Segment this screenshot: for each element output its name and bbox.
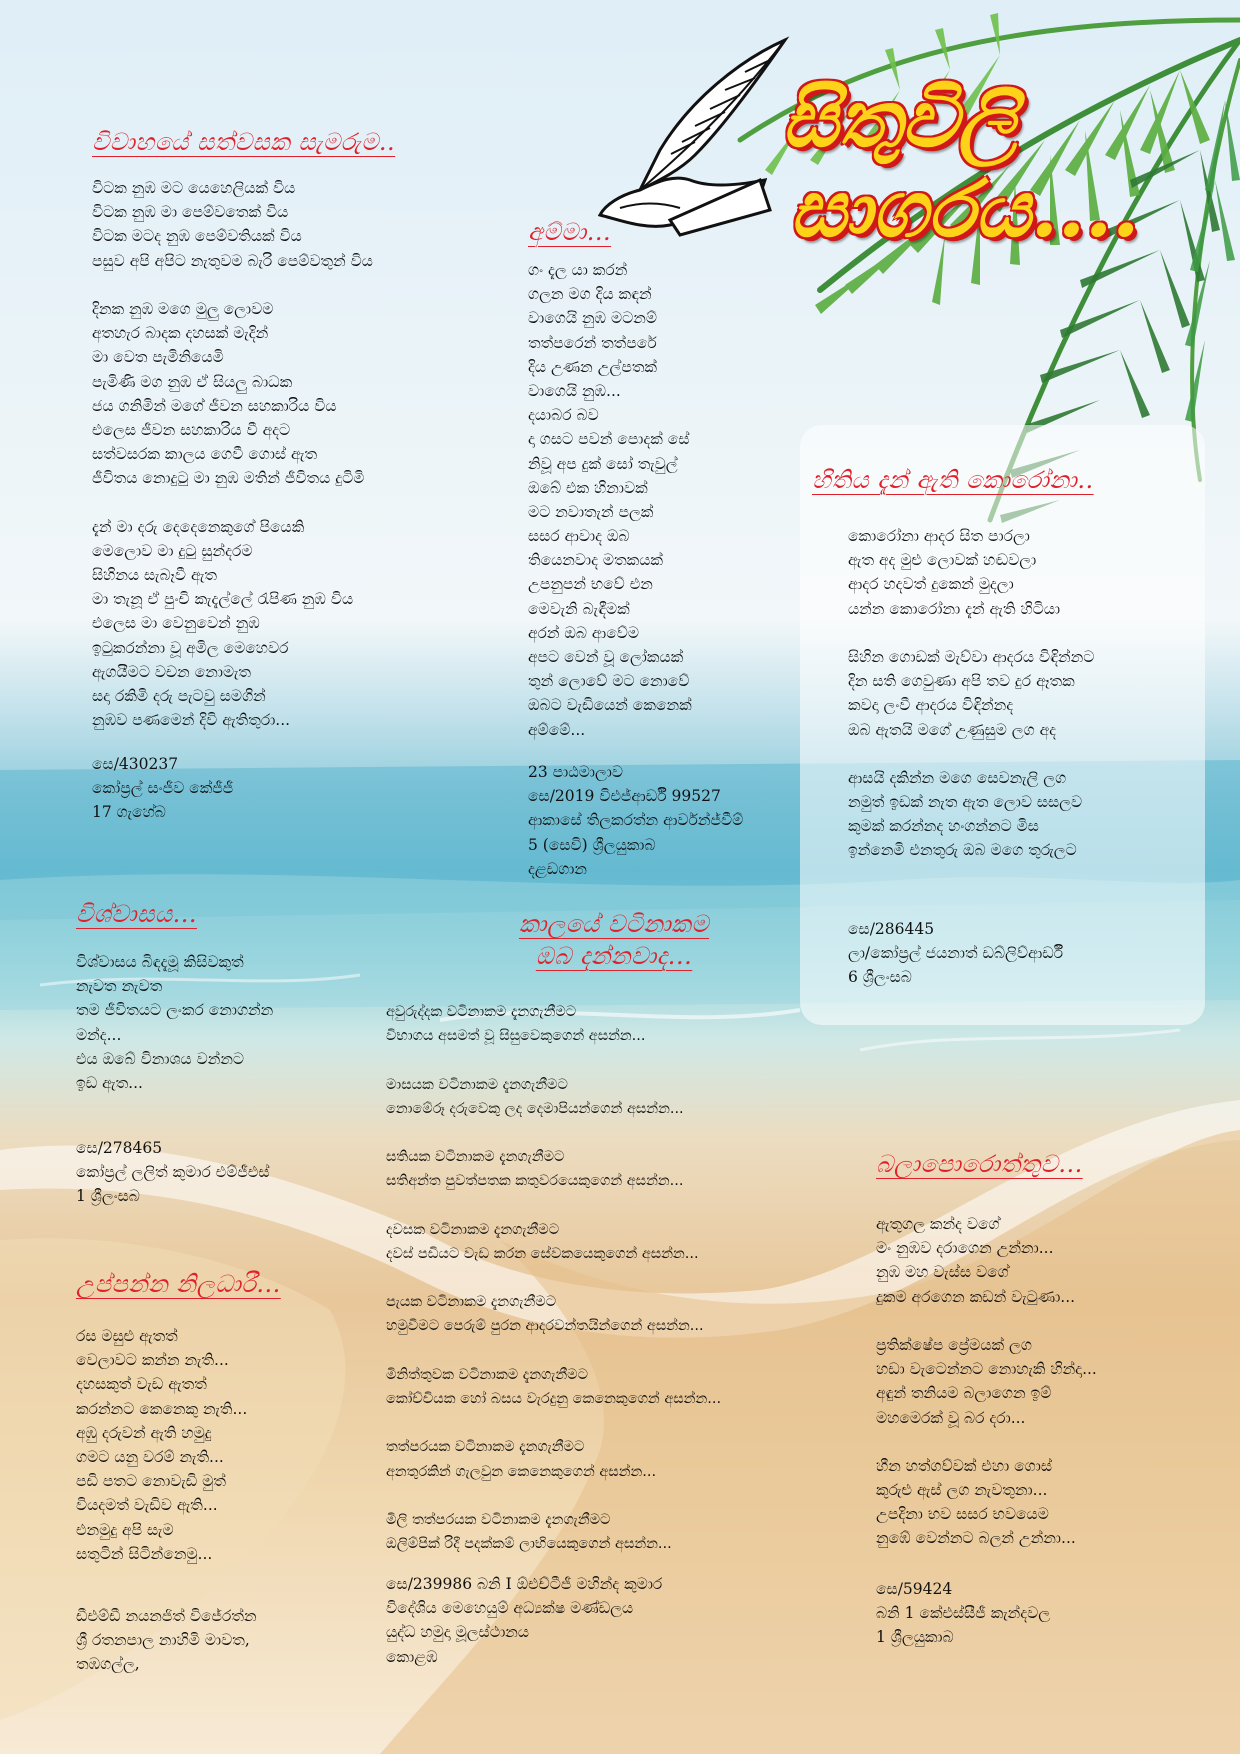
poem-line: මා තැනූ ඒ පුංචි කැදැල්ලේ රැපිණ නුඹ විය: [92, 590, 354, 609]
poem-line: සසර ආවාද ඔබ: [528, 527, 630, 546]
poem-line: ගලන මග දිය කඳන්: [528, 285, 652, 304]
author-credit-line: බනි 1 කේඑස්සීජී කැන්දවල: [876, 1604, 1051, 1623]
poem-line: මිනිත්තුවක වටිනාකම දැනගැනීමට: [386, 1366, 589, 1383]
poem-line: ගං දැල යා කරන්: [528, 261, 628, 279]
poem-line: ඇතුගල කන්ද වගේ: [876, 1215, 1000, 1233]
poem-line: පැයක වටිනාකම දැනගැනීමට: [386, 1294, 557, 1311]
poem-line: සිහිනය සැබෑවී ඇත: [92, 566, 217, 584]
poem-line: අඹු දරුවන් ඇති හමුදු: [76, 1423, 212, 1442]
author-credit-line: කොළඹ: [386, 1647, 438, 1666]
poem-credit-amma: [528, 760, 743, 881]
author-credit-line: 6 ශ්‍රීලංසබ: [848, 968, 912, 987]
poem-line: වාගෙයි නුඹ...: [528, 381, 621, 400]
poem-line: අඳුන් තනියම බලාගෙන ඉම්: [876, 1384, 1052, 1403]
poem-line: පැමිණි මග නුඹ ඒ සියලු බාධක: [92, 372, 293, 391]
poem-line: නුඹේ වෙන්නට බලන් උන්නා...: [876, 1529, 1076, 1548]
author-credit-line: 5 (සෙවි) ශ්‍රීලයුකාබ: [528, 835, 656, 854]
poem-line: විභාගය අසමත් වූ සිසුවෙකුගෙන් අසන්න...: [386, 1028, 646, 1045]
poem-credit-kalaya: [386, 1572, 662, 1669]
poem-line: ඉඩ ඇත...: [76, 1073, 143, 1092]
poem-credit-corona: [848, 917, 1063, 990]
poem-title-corona: හිතිය දැන් ඇති කොරෝනා..: [812, 466, 1094, 494]
author-credit-line: කෝප්‍රල් ලලිත් කුමාර එම්ජීඑස්: [76, 1163, 270, 1182]
author-credit-line: ලා/කෝප්‍රල් ජයනාත් ඩබ්ලිව්ආර්ඩී: [848, 944, 1064, 963]
poem-line: සතුටින් සිටින්නෙමු...: [76, 1544, 213, 1563]
stanza-break: [386, 1266, 721, 1290]
poem-line: එය ඔබේ විනාශය වන්නට: [76, 1049, 245, 1068]
poem-title-vivaha: විවාහයේ සත්වසක සැමරුම..: [92, 128, 396, 156]
poem-line: අතහැර බාදක දහසක් මැදින්: [92, 324, 269, 343]
poem-line: කොරෝනා ආදර සිත පාරලා: [848, 527, 1030, 545]
stanza-break: [848, 621, 1094, 645]
poem-line: ගමට යනු වරම් නැති...: [76, 1447, 224, 1466]
poem-line: ඔබට වැඩියෙන් කෙනෙක්: [528, 696, 692, 715]
poem-line: අවුරුද්දක වටිනාකම දැනගැනීමට: [386, 1004, 577, 1020]
author-credit-line: යුද්ධ හමුදා මූලස්ථානය: [386, 1623, 530, 1642]
poem-line: එනමුදු අපි සැම: [76, 1520, 174, 1539]
poem-title-kalaya-line2: ඔබ දන්නවාද...: [535, 942, 693, 970]
stanza-break: [386, 1339, 721, 1363]
poem-line: දයාබර බව: [528, 406, 599, 425]
stanza-break: [848, 742, 1094, 766]
poem-line: නොමේරූ දරුවෙකු ලද දෙමාපියන්ගෙන් අසන්න...: [386, 1100, 684, 1117]
author-credit-line: සෙ/2019 විඑජ්ආර්ඩී 99527: [528, 787, 721, 806]
poem-body-corona: [848, 524, 1094, 863]
poem-line: පඩි පතට නොවැඩි මුත්: [76, 1472, 226, 1491]
poem-line: විශ්වාසය බිඳදැමූ කිසිවකුත්: [76, 953, 244, 971]
poem-line: නිවූ අප දුක් සෝ තැවුල්: [528, 454, 678, 473]
stanza-break: [386, 1411, 721, 1435]
poem-line: දුකම අරගෙන කඩන් වැටුණා...: [876, 1287, 1076, 1306]
author-credit-line: කෝප්‍රල් සංජීව කේජීජී: [92, 779, 234, 798]
poem-line: තත්පරෙන් තත්පරේ: [528, 333, 657, 352]
stanza-break: [92, 490, 373, 514]
poem-line: ඉටුකරන්නා වූ අමිල මෙහෙවර: [92, 638, 289, 657]
poem-line: සිහින ගොඩක් මැව්වා ආදරය විඳින්නට: [848, 647, 1095, 666]
poem-line: තුන් ලොවේ මට නොවේ: [528, 672, 690, 691]
poem-line: විටක නුඹ මට යෙහෙලියක් විය: [92, 179, 296, 197]
author-credit-line: ශ්‍රී රතනපාල නාහිමි මාවත,: [76, 1631, 250, 1650]
magazine-title-line2: සාගරය....: [790, 164, 1140, 255]
poem-line: ජීවිතය නොදුටු මා නුඹ මතින් ජීවිතය දුටිමි: [92, 469, 365, 488]
poem-body-kalaya: [386, 1000, 721, 1556]
poem-credit-balaporoththuwa: [876, 1577, 1050, 1650]
poem-line: විටක මටද නුඹ පෙම්වතියක් විය: [92, 227, 302, 246]
poem-line: මෙවැනි බැඳීමක්: [528, 599, 630, 618]
poem-line: මං නුඹව දරාගෙන උන්නා...: [876, 1239, 1054, 1258]
poem-line: උපදිනා භව සසර භවයෙම: [876, 1505, 1049, 1524]
author-credit-line: ආකාසේ තිලකරත්න ආර්වන්ජ්වීම්: [528, 811, 744, 830]
poem-line: අපට වෙන් වූ ලෝකයක්: [528, 648, 684, 666]
poem-line: වියදමත් වැඩිව ඇති...: [76, 1496, 218, 1515]
poem-line: සත්වසරක කාලය ගෙවී ගොස් ඇත: [92, 445, 318, 464]
poem-line: ඇගයීමට වචන නොමැත: [92, 662, 251, 681]
author-credit-line: 1 ශ්‍රීලංසබ: [76, 1187, 140, 1206]
poem-title-kalaya-line1: කාලයේ වටිනාකම: [518, 910, 710, 938]
poem-title-uppanna: උප්පන්න නිලධාරී...: [76, 1270, 281, 1298]
poem-title-balaporoththuwa: බලාපොරොත්තුව...: [876, 1150, 1083, 1178]
poem-line: ආසයි දකින්න මගෙ සෙවනැලි ලග: [848, 768, 1067, 787]
poem-line: මෙලොව මා දුටු සුන්දරම: [92, 541, 253, 560]
poem-line: කරන්නට කෙනෙකු නැති...: [76, 1399, 248, 1418]
poem-line: ආදර හදවත් දුකෙන් මුදලා: [848, 575, 1014, 594]
poem-line: හඩා වැටෙන්නට නොහැකි හින්දා...: [876, 1360, 1097, 1379]
poem-line: දිය උණන උල්පතක්: [528, 357, 658, 376]
quill-pen-icon: [600, 40, 785, 235]
poem-line: දවස් පඩියට වැඩ කරන සේවකයෙකුගෙන් අසන්න...: [386, 1245, 699, 1262]
poem-line: මහමෙරක් වූ බර දරා...: [876, 1408, 1026, 1427]
poem-line: හීන හත්ගව්වක් එහා ගොස්: [876, 1456, 1052, 1475]
author-credit-line: 1 ශ්‍රීලයුකාබ: [876, 1628, 954, 1647]
poem-line: පසුව අපි අපිට නැතුවම බැරි පෙම්වතුන් විය: [92, 251, 373, 270]
author-credit-line: 23 පාඨමාලාව: [528, 763, 624, 781]
poem-line: කවදා ලංවී ආදරය විඳින්නද: [848, 696, 1014, 715]
author-credit-line: විදේශිය මෙහෙයුම් අධ්‍යක්ෂ මණ්ඩලය: [386, 1599, 634, 1618]
stanza-break: [876, 1309, 1097, 1333]
poem-credit-uppanna: [76, 1604, 257, 1677]
poem-line: දහසකුත් වැඩ ඇතත්: [76, 1375, 207, 1394]
stanza-break: [386, 1048, 721, 1072]
stanza-break: [386, 1121, 721, 1145]
poem-line: දිනක නුඹ මගෙ මුලු ලොවම: [92, 299, 274, 318]
poem-line: අනතුරකින් ගැලවුන කෙනෙකුගෙන් අසන්න...: [386, 1463, 657, 1480]
poem-line: නැවත නැවත: [76, 977, 163, 996]
poem-line: අරන් ඔබ ආවේම: [528, 623, 640, 642]
poem-line: මිලි තත්පරයක වටිනාකම දැනගැනීමට: [386, 1511, 611, 1528]
poem-line: ජය ගනිමින් මගේ ජීවන සහකාරිය විය: [92, 396, 337, 415]
stanza-break: [76, 1566, 247, 1590]
author-credit-line: ඩීඑම්ඩී නයනජිත් විජේරත්න: [76, 1607, 257, 1625]
author-credit-line: තඹගල්ල,: [76, 1655, 140, 1674]
poem-line: තම ජීවිතයට ලංකර නොගන්න: [76, 1001, 274, 1020]
poem-line: රස මසුළු ඇතත්: [76, 1327, 178, 1345]
stanza-break: [92, 273, 373, 297]
poem-line: උපනුපන් භවේ එන: [528, 575, 653, 594]
author-credit-line: දළඩගාන: [528, 859, 587, 878]
magazine-title-line1: සිතුවිලි: [782, 74, 1018, 165]
poem-line: නමුත් ඉඩක් නැත ඇත ලොව සසලව: [848, 793, 1083, 812]
poem-line: ප්‍රතික්ෂේප ප්‍රේමයක් ලග: [876, 1335, 1032, 1354]
poem-line: හමුවීමට පෙරුම් පුරන ආදරවන්තයින්ගෙන් අසන්න...: [386, 1318, 704, 1335]
poem-line: ඉන්නෙමි එනතුරු ඔබ මගෙ තුරුලට: [848, 841, 1077, 860]
poem-line: තත්පරයක වටිනාකම දැනගැනීමට: [386, 1439, 585, 1456]
poem-credit-vivaha: [92, 752, 233, 825]
poem-title-vishvasaya: විශ්වාසය...: [76, 900, 197, 928]
poem-line: මාසයක වටිනාකම දැනගැනීමට: [386, 1076, 568, 1093]
stanza-break: [386, 1194, 721, 1218]
stanza-break: [876, 1430, 1097, 1454]
poem-credit-vishvasaya: [76, 1136, 270, 1209]
author-credit-line: සෙ/59424: [876, 1580, 953, 1598]
poem-line: සතියක වටිනාකම දැනගැනීමට: [386, 1149, 565, 1166]
poem-line: දින සති ගෙවුණා අපි තව දුර ඈතක: [848, 672, 1075, 691]
poem-body-vishvasaya: [76, 950, 273, 1095]
author-credit-line: සෙ/286445: [848, 920, 935, 938]
poem-line: කුරුළු ඇස් ලග නැවතුනා...: [876, 1481, 1048, 1500]
poem-line: එලෙස ජීවන සහකාරිය වී අදට: [92, 420, 291, 439]
author-credit-line: සෙ/239986 බනි I ඕඑච්ටීජී මහින්ද කුමාර: [386, 1575, 663, 1593]
poem-line: නුඹව පණමෙන් දිවි ඇතිතුරා...: [92, 711, 291, 730]
poem-body-balaporoththuwa: [876, 1212, 1097, 1551]
poem-line: ඇත අද මුළු ලොවක් හඬවලා: [848, 551, 1037, 570]
author-credit-line: 17 ගැහේබ: [92, 803, 166, 822]
poem-body-amma: [528, 258, 692, 766]
magazine-subtitle: [790, 164, 1140, 255]
magazine-title: [782, 74, 1018, 165]
poem-line: අම්මේ...: [528, 720, 586, 739]
poem-line: වෙලාවට කන්න නැති...: [76, 1351, 229, 1370]
poem-line: තියෙනවාද මතකයක්: [528, 551, 663, 570]
author-credit-line: සෙ/278465: [76, 1139, 163, 1157]
poem-line: සදා රකිමි දරු පැටවු සමගින්: [92, 686, 266, 705]
poem-line: දැන් මා දරු දෙදෙනෙකුගේ පියෙකි: [92, 517, 305, 536]
poem-line: කෝච්චියක හෝ බසය වැරදුනු කෙනෙකුගෙන් අසන්න...: [386, 1391, 722, 1407]
poem-line: නුඹ මහ වැස්ස වගේ: [876, 1263, 1009, 1282]
poem-line: එලෙස මා වෙනුවෙන් නුඹ: [92, 614, 260, 633]
stanza-break: [386, 1484, 721, 1508]
poem-line: කුමක් කරන්නද හංගන්නට මිස: [848, 817, 1039, 836]
poem-line: විටක නුඹ මා පෙම්වතෙක් විය: [92, 203, 289, 222]
poem-line: ඔබේ එක හිනාවක්: [528, 478, 648, 497]
poem-line: මන්ද...: [76, 1025, 122, 1044]
poem-line: මා වෙත පැමිනියෙමි: [92, 348, 224, 367]
poem-body-vivaha: [92, 176, 373, 732]
poem-line: යන්න කොරෝනා දැන් ඇති හිටියා: [848, 599, 1061, 618]
poem-line: ඔබ ඇතයි මගේ උණුසුම ලග අද: [848, 720, 1057, 739]
poem-body-uppanna: [76, 1324, 247, 1590]
author-credit-line: සෙ/430237: [92, 755, 179, 773]
poem-line: සතිඅන්ත පුවත්පතක කතුවරයෙකුගෙන් අසන්න...: [386, 1173, 684, 1190]
poem-line: මට නවාතැන් පලක්: [528, 502, 654, 521]
poem-line: ඔලිම්පික් රිදී පදක්කම් ලාභියෙකුගෙන් අසන්න...: [386, 1536, 672, 1553]
poem-line: දවසක වටිනාකම දැනගැනීමට: [386, 1221, 560, 1238]
poem-title-kalaya: [494, 910, 734, 970]
poem-line: වාගෙයි නුඹ මටනම්: [528, 309, 657, 328]
poem-title-amma: අම්මා...: [528, 218, 612, 246]
poem-line: දා ගසට පවන් පොදක් සේ: [528, 430, 690, 449]
